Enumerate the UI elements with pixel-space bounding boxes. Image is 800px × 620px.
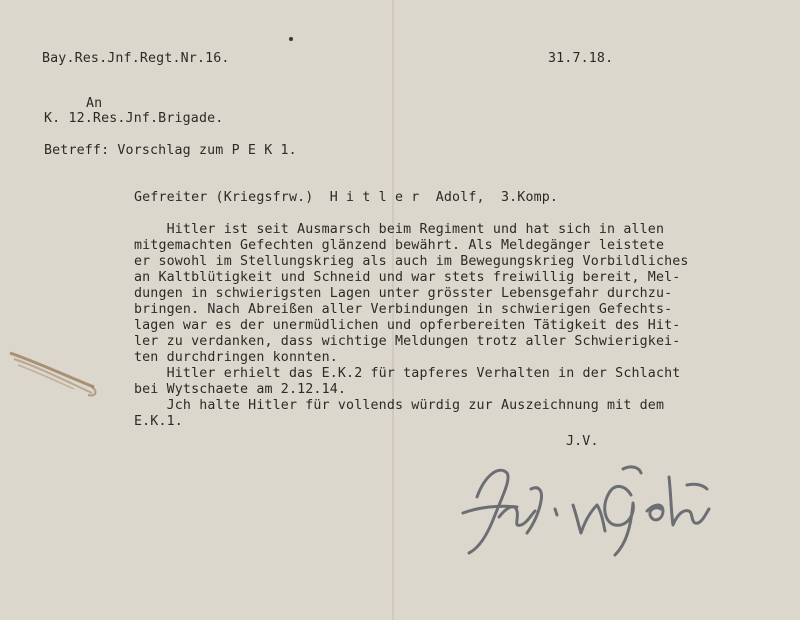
body-line: Hitler ist seit Ausmarsch beim Regiment und hat sich in allen [134, 222, 665, 237]
body-line: bei Wytschaete am 2.12.14. [134, 382, 347, 397]
regiment-header: Bay.Res.Jnf.Regt.Nr.16. [42, 51, 230, 66]
body-line: er sowohl im Stellungskrieg als auch im Bewegungskrieg Vorbildliches [134, 254, 689, 269]
body-line: lagen war es der unermüdlichen und opferbereiten Tätigkeit des Hit- [134, 318, 681, 333]
rust-stain [4, 345, 100, 405]
body-line: Hitler erhielt das E.K.2 für tapferes Verhalten in der Schlacht [134, 366, 681, 381]
ink-dot [289, 37, 293, 41]
letter-date: 31.7.18. [548, 51, 614, 66]
subject-line: Betreff: Vorschlag zum P E K 1. [44, 143, 297, 158]
recipient-an: An [86, 96, 103, 111]
handwritten-signature [455, 455, 725, 565]
closing-jv: J.V. [566, 434, 599, 449]
body-line: ler zu verdanken, dass wichtige Meldungen trotz aller Schwierigkei- [134, 334, 681, 349]
body-line: Jch halte Hitler für vollends würdig zur Auszeichnung mit dem [134, 398, 665, 413]
body-line: mitgemachten Gefechten glänzend bewährt. Als Meldegänger leistete [134, 238, 665, 253]
person-line: Gefreiter (Kriegsfrw.) H i t l e r Adolf, 3.Komp. [134, 190, 559, 205]
body-line: E.K.1. [134, 414, 183, 429]
body-line: ten durchdringen konnten. [134, 350, 338, 365]
recipient-unit: K. 12.Res.Jnf.Brigade. [44, 111, 224, 126]
body-line: dungen in schwierigsten Lagen unter grösster Lebensgefahr durchzu- [134, 286, 673, 301]
body-line: an Kaltblütigkeit und Schneid und war stets freiwillig bereit, Mel- [134, 270, 681, 285]
body-line: bringen. Nach Abreißen aller Verbindungen in schwierigen Gefechts- [134, 302, 673, 317]
